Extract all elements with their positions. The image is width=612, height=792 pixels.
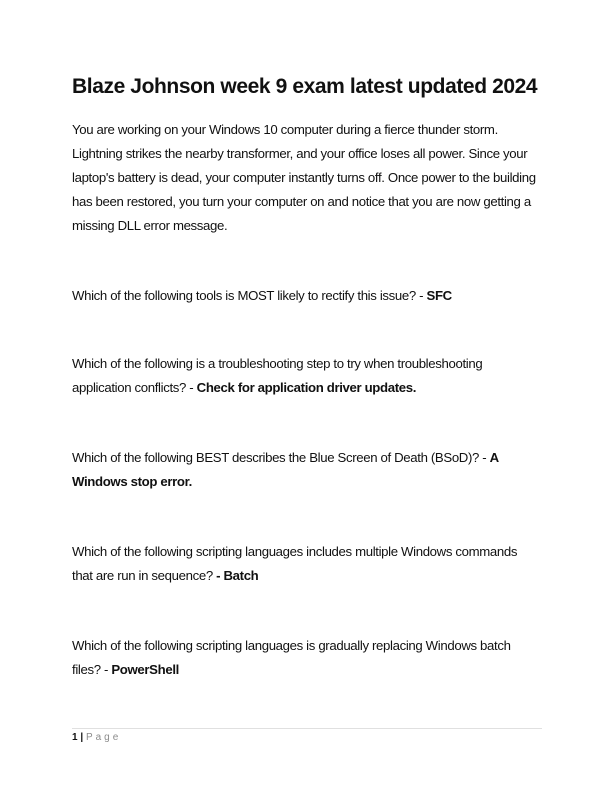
page-number: 1 — [72, 732, 78, 743]
document-title: Blaze Johnson week 9 exam latest updated 2024 — [72, 75, 538, 98]
question-text: Which of the following scripting languages includes multiple Windows commands that are run in sequence? — [72, 544, 518, 583]
footer-divider — [72, 728, 542, 729]
qa-item-5 — [72, 634, 540, 682]
question-text: Which of the following is a troubleshooting step to try when troubleshooting application conflicts? - — [72, 356, 483, 395]
answer-text: - Batch — [216, 568, 259, 583]
qa-item-1 — [72, 284, 540, 308]
answer-text: SFC — [426, 288, 452, 303]
document-page — [72, 0, 542, 792]
question-text: Which of the following scripting languages is gradually replacing Windows batch files? - — [72, 638, 511, 677]
page-label: Page — [85, 732, 122, 743]
intro-paragraph: You are working on your Windows 10 computer during a fierce thunder storm. Lightning strikes the nearby transformer, and your office loses all power. Since your laptop's battery is dead, your computer instantly turns off. Once power to the building has been restored, you turn your computer on and notice that you are now getting a missing DLL error message. — [72, 122, 536, 233]
page-footer — [72, 731, 121, 745]
question-text: Which of the following tools is MOST likely to rectify this issue? - — [72, 288, 427, 303]
question-text: Which of the following BEST describes the Blue Screen of Death (BSoD)? - — [72, 450, 490, 465]
qa-item-3 — [72, 446, 540, 494]
qa-item-4 — [72, 540, 540, 588]
qa-item-2 — [72, 352, 540, 400]
answer-text: Check for application driver updates. — [196, 380, 417, 395]
answer-text: PowerShell — [111, 662, 179, 677]
answer-text: A Windows stop error. — [72, 450, 499, 489]
footer-separator: | — [80, 732, 84, 743]
